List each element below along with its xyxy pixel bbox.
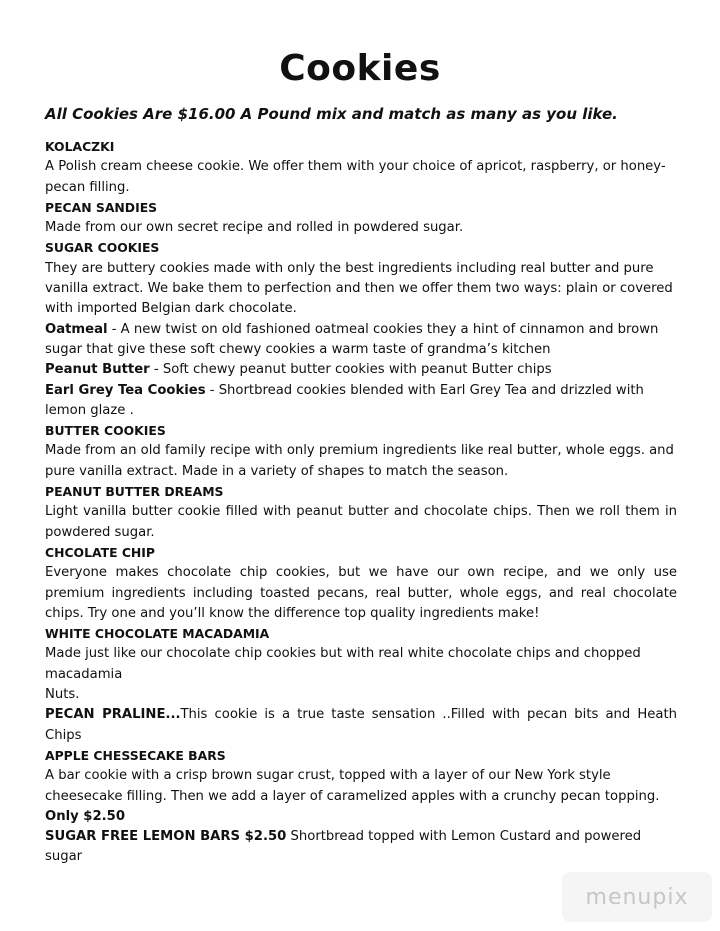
page-title: Cookies [279, 48, 441, 89]
list-item-earl-grey [45, 381, 677, 422]
item-name-sugar-free-lemon-bars: SUGAR FREE LEMON BARS $2.50 [45, 829, 287, 845]
item-name-butter-cookies: BUTTER COOKIES [45, 423, 166, 439]
item-desc-peanut-butter: - Soft chewy peanut butter cookies with peanut Butter chips [149, 362, 552, 378]
item-desc-sugar-cookies: They are buttery cookies made with only the best ingredients including real butter and pure vanilla extract. We bake them to perfection and then we offer them two ways: plain or covered with imported Belgian dark chocolate. [45, 260, 673, 317]
menupix-watermark: menupix [562, 872, 712, 922]
list-item-pecan-praline [45, 705, 677, 746]
item-name-peanut-butter-dreams: PEANUT BUTTER DREAMS [45, 484, 224, 500]
item-desc-pecan-praline: This cookie is a true taste sensation ..Filled with pecan bits and Heath Chips [45, 707, 677, 743]
item-name-earl-grey: Earl Grey Tea Cookies [45, 382, 206, 398]
item-desc-oatmeal: - A new twist on old fashioned oatmeal cookies they a hint of cinnamon and brown sugar that give these soft chewy cookies a warm taste of grandma’s kitchen [45, 321, 659, 357]
item-desc-chocolate-chip: Everyone makes chocolate chip cookies, but we have our own recipe, and we only use premium ingredients including toasted pecans, real butter, whole eggs, and real chocolate chips. Try one and you’ll know the difference top quality ingredients make! [45, 565, 677, 621]
item-desc-sugar-free-lemon-bars: Shortbread topped with Lemon Custard and powered sugar [45, 829, 642, 865]
item-desc-white-chocolate-macadamia-1: Made just like our chocolate chip cookies but with real white chocolate chips and chopped macadamia [45, 646, 641, 682]
item-name-white-chocolate-macadamia: WHITE CHOCOLATE MACADAMIA [45, 626, 270, 642]
list-item-sugar-free-lemon-bars [45, 827, 677, 868]
item-name-apple-cheesecake-bars: APPLE CHESSECAKE BARS [45, 747, 226, 763]
item-name-sugar-cookies: SUGAR COOKIES [45, 240, 160, 256]
list-item-peanut-butter [45, 360, 677, 380]
item-desc-kolaczki: A Polish cream cheese cookie. We offer them with your choice of apricot, raspberry, or honey-pecan filling. [45, 159, 666, 195]
item-name-pecan-sandies: PECAN SANDIES [45, 199, 158, 215]
item-name-kolaczki: KOLACZKI [45, 139, 115, 154]
item-desc-pecan-sandies: Made from our own secret recipe and rolled in powdered sugar. [45, 220, 464, 236]
item-desc-earl-grey: - Shortbread cookies blended with Earl Grey Tea and drizzled with lemon glaze . [45, 382, 644, 418]
item-price-apple-cheesecake-bars: Only $2.50 [45, 808, 126, 824]
item-name-chocolate-chip: CHCOLATE CHIP [45, 544, 155, 560]
item-desc-butter-cookies: Made from an old family recipe with only premium ingredients like real butter, whole eggs. and pure vanilla extract. Made in a variety of shapes to match the season. [45, 443, 674, 479]
item-name-oatmeal: Oatmeal [45, 321, 108, 337]
item-name-pecan-praline: PECAN PRALINE... [45, 707, 181, 723]
pricing-note: All Cookies Are $16.00 A Pound mix and match as many as you like. [45, 105, 618, 123]
item-desc-apple-cheesecake-bars: A bar cookie with a crisp brown sugar crust, topped with a layer of our New York style cheesecake filling. Then we add a layer of caramelized apples with a crunchy pecan topping. [45, 768, 660, 804]
item-desc-white-chocolate-macadamia-2: Nuts. [45, 687, 80, 703]
cookie-list [45, 137, 677, 868]
list-item-oatmeal [45, 320, 677, 361]
item-name-peanut-butter: Peanut Butter [45, 362, 150, 378]
item-desc-peanut-butter-dreams: Light vanilla butter cookie filled with peanut butter and chocolate chips. Then we roll them in powdered sugar. [45, 504, 677, 540]
